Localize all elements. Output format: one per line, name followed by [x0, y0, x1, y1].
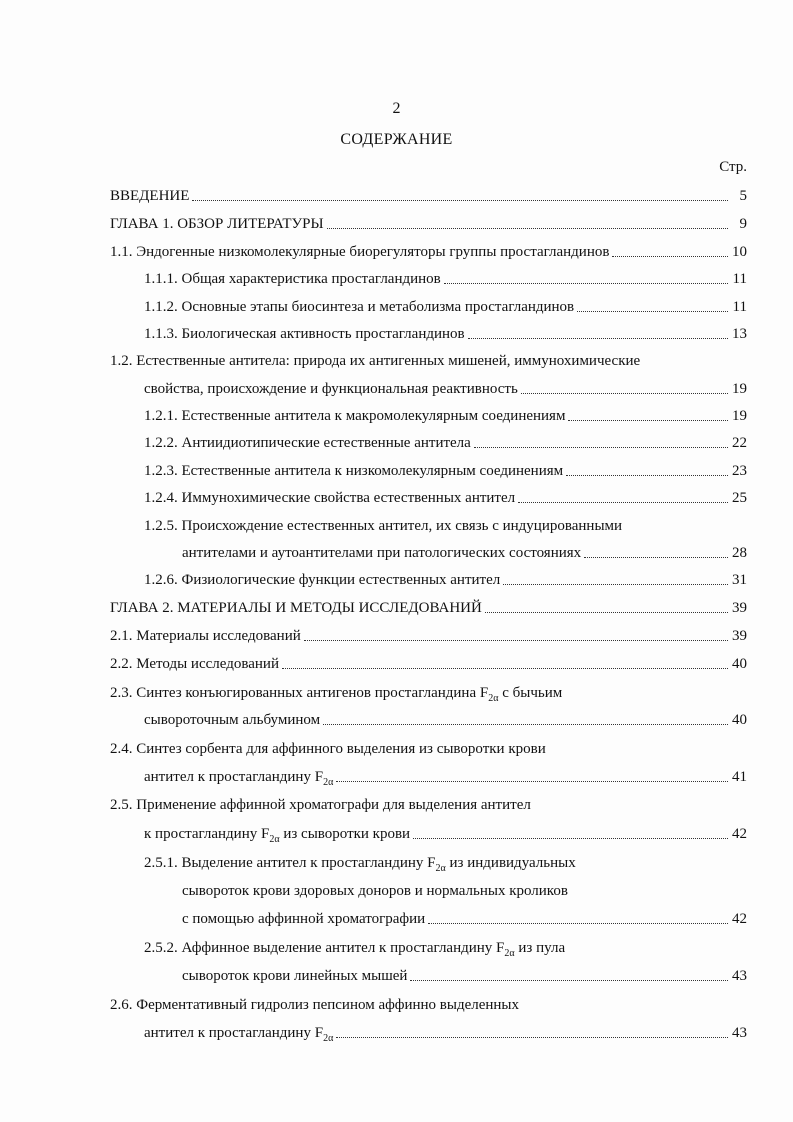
toc-text-part: 2.5.2. Аффинное выделение антител к простагландину F [144, 940, 505, 956]
toc-entry[interactable] [110, 626, 747, 646]
toc-entry-text-line: 2.6. Ферментативный гидролиз пепсином аффинно выделенных [110, 997, 520, 1013]
toc-entry-page: 11 [732, 271, 747, 287]
toc-entry-text [144, 824, 410, 844]
toc-entry-text: 1.2.6. Физиологические функции естественных антител [144, 572, 501, 588]
toc-text-part: 2.3. Синтез конъюгированных антигенов простагландина F [110, 685, 489, 701]
page-number: 2 [392, 100, 401, 117]
toc-entry-text: 1.2.1. Естественные антитела к макромолекулярным соединениям [144, 408, 566, 424]
leader-dots [612, 256, 728, 257]
toc-text-part: антител к простагландину F [144, 1025, 324, 1041]
toc-entry-text: ГЛАВА 2. МАТЕРИАЛЫ И МЕТОДЫ ИССЛЕДОВАНИЙ [110, 600, 482, 616]
toc-entry-text [144, 1023, 333, 1043]
toc-entry-text-line: 1.2.5. Происхождение естественных антител, их связь с индуцированными [144, 518, 623, 534]
toc-entry-text-line: 2.5. Применение аффинной хроматографи для выделения антител [110, 797, 531, 813]
toc-entry-page: 40 [732, 712, 747, 728]
subscript: 2α [323, 777, 334, 788]
leader-dots [304, 640, 728, 641]
toc-entry[interactable] [182, 909, 747, 929]
leader-dots [584, 557, 728, 558]
leader-dots [518, 502, 728, 503]
toc-entry-text-line: сывороток крови здоровых доноров и нормальных кроликов [182, 883, 568, 899]
toc-entry[interactable] [144, 710, 747, 730]
toc-entry-page: 43 [732, 968, 747, 984]
toc-entry[interactable] [144, 433, 747, 453]
toc-entry[interactable] [144, 406, 747, 426]
toc-text-part: из индивидуальных [445, 855, 576, 871]
toc-entry-text-line [110, 683, 562, 703]
toc-text-part: из пула [514, 940, 566, 956]
toc-entry-page: 41 [732, 769, 747, 785]
toc-entry-text: ВВЕДЕНИЕ [110, 188, 190, 204]
toc-entry[interactable] [144, 570, 747, 590]
leader-dots [336, 781, 728, 782]
toc-entry[interactable] [182, 543, 747, 563]
toc-entry[interactable] [144, 297, 747, 317]
toc-entry-page: 39 [732, 628, 747, 644]
page-title: СОДЕРЖАНИЕ [340, 131, 453, 148]
leader-dots [410, 980, 728, 981]
toc-entry[interactable] [110, 654, 747, 674]
leader-dots [468, 338, 728, 339]
toc-entry-text: свойства, происхождение и функциональная реактивность [144, 381, 518, 397]
toc-entry-text: сывороточным альбумином [144, 712, 321, 728]
toc-entry-text-line [144, 853, 576, 873]
toc-entry[interactable] [144, 379, 747, 399]
toc-entry-page: 23 [732, 463, 747, 479]
page-column-label: Стр. [719, 159, 747, 175]
toc-entry-page: 43 [732, 1025, 747, 1041]
toc-entry[interactable] [110, 214, 747, 234]
toc-entry[interactable] [144, 461, 747, 481]
leader-dots [577, 311, 728, 312]
toc-entry-text: 1.2.4. Иммунохимические свойства естественных антител [144, 490, 516, 506]
toc-entry-text: 1.1.3. Биологическая активность простагландинов [144, 326, 465, 342]
leader-dots [336, 1037, 728, 1038]
toc-entry-text: с помощью аффинной хроматографии [182, 911, 426, 927]
toc-entry-page: 42 [732, 826, 747, 842]
leader-dots [428, 923, 728, 924]
leader-dots [413, 838, 728, 839]
toc-entry-text: 2.2. Методы исследований [110, 656, 279, 672]
leader-dots [521, 393, 728, 394]
subscript: 2α [488, 693, 499, 704]
toc-entry[interactable] [144, 1023, 747, 1043]
toc-entry-page: 5 [739, 188, 747, 204]
toc-entry[interactable] [144, 488, 747, 508]
toc-entry[interactable] [144, 824, 747, 844]
toc-text-part: из сыворотки крови [279, 826, 411, 842]
toc-entry-page: 25 [732, 490, 747, 506]
subscript: 2α [323, 1033, 334, 1044]
leader-dots [323, 724, 728, 725]
leader-dots [444, 283, 728, 284]
toc-entry[interactable] [144, 324, 747, 344]
toc-entry-text: 1.1.2. Основные этапы биосинтеза и метаболизма простагландинов [144, 299, 575, 315]
toc-text-part: с бычьим [498, 685, 563, 701]
toc-text-part: антител к простагландину F [144, 769, 324, 785]
toc-entry[interactable] [182, 966, 747, 986]
toc-entry-text-line: 2.4. Синтез сорбента для аффинного выделения из сыворотки крови [110, 741, 546, 757]
toc-text-part: к простагландину F [144, 826, 270, 842]
toc-entry-text [144, 767, 333, 787]
leader-dots [474, 447, 728, 448]
leader-dots [485, 612, 728, 613]
toc-entry-text: антителами и аутоантителами при патологических состояниях [182, 545, 582, 561]
toc-entry-text-line [144, 938, 565, 958]
toc-entry[interactable] [144, 269, 747, 289]
toc-entry-page: 19 [732, 408, 747, 424]
leader-dots [568, 420, 728, 421]
leader-dots [282, 668, 728, 669]
toc-entry-page: 40 [732, 656, 747, 672]
toc-entry-text: 1.1.1. Общая характеристика простагландинов [144, 271, 441, 287]
toc-entry-text: 2.1. Материалы исследований [110, 628, 301, 644]
toc-entry-text: 1.2.2. Антиидиотипические естественные антитела [144, 435, 471, 451]
toc-entry-text: сывороток крови линейных мышей [182, 968, 408, 984]
subscript: 2α [269, 834, 280, 845]
leader-dots [566, 475, 728, 476]
subscript: 2α [435, 863, 446, 874]
toc-entry-page: 9 [739, 216, 747, 232]
toc-entry-page: 10 [732, 244, 747, 260]
toc-entry-page: 22 [732, 435, 747, 451]
subscript: 2α [504, 948, 515, 959]
leader-dots [192, 200, 728, 201]
toc-entry-page: 11 [732, 299, 747, 315]
toc-entry-page: 28 [732, 545, 747, 561]
toc-entry-page: 13 [732, 326, 747, 342]
toc-entry-page: 42 [732, 911, 747, 927]
toc-entry-text: 1.2.3. Естественные антитела к низкомолекулярным соединениям [144, 463, 564, 479]
toc-entry-text-line: 1.2. Естественные антитела: природа их антигенных мишеней, иммунохимические [110, 353, 641, 369]
toc-entry-page: 39 [732, 600, 747, 616]
toc-entry[interactable] [110, 242, 747, 262]
toc-entry-page: 19 [732, 381, 747, 397]
leader-dots [503, 584, 728, 585]
toc-entry-text: 1.1. Эндогенные низкомолекулярные биорегуляторы группы простагландинов [110, 244, 610, 260]
leader-dots [327, 228, 728, 229]
toc-text-part: 2.5.1. Выделение антител к простагландину F [144, 855, 436, 871]
toc-entry[interactable] [110, 598, 747, 618]
toc-entry-page: 31 [732, 572, 747, 588]
toc-entry[interactable] [144, 767, 747, 787]
toc-entry[interactable] [110, 186, 747, 206]
toc-entry-text: ГЛАВА 1. ОБЗОР ЛИТЕРАТУРЫ [110, 216, 324, 232]
